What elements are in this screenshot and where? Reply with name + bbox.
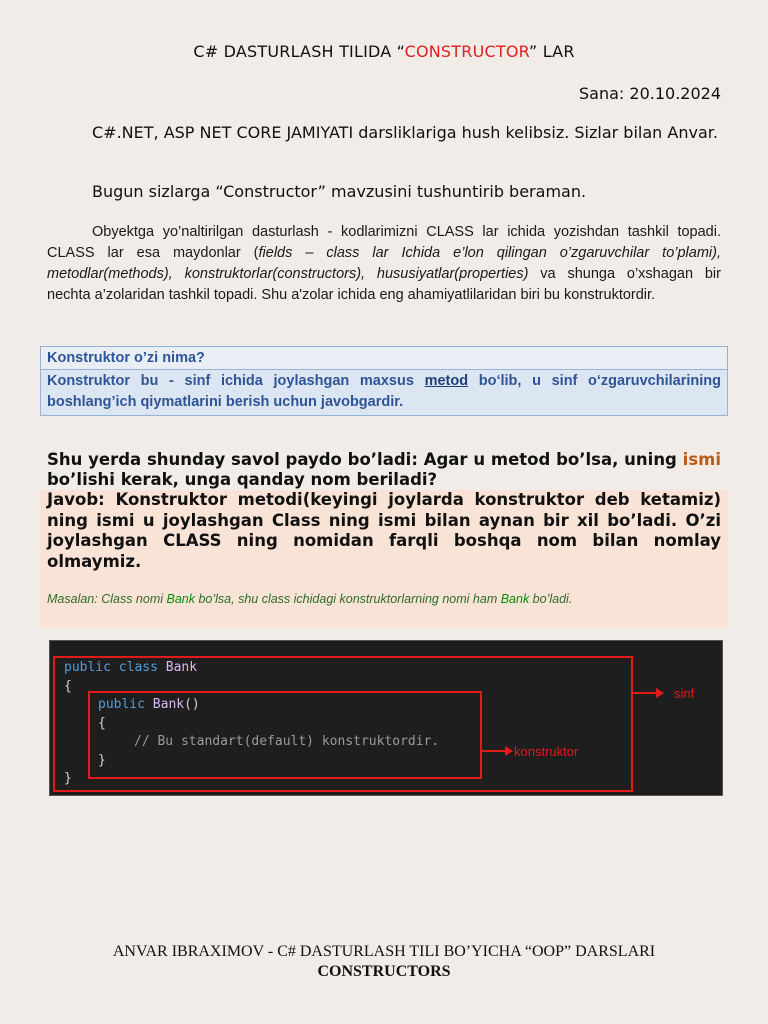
title-suffix: ” LAR [528,42,575,61]
code-class-name: Bank [165,660,198,675]
footer-title: CONSTRUCTORS [317,963,451,980]
oop-members-italic: fields – class lar Ichida e’lon qilingan o’zgaruvchilar to’plami), metodlar(methods), konstruktorlar(constructors), hususiyatlar(properties) [47,245,721,282]
code-ctor-name: Bank [152,697,185,712]
topic-paragraph: Bugun sizlarga “Constructor” mavzusini tushuntirib beraman. [92,182,587,201]
question-highlight: ismi [682,450,721,469]
code-keyword-class: class [118,660,158,675]
sinf-arrow-icon [630,687,670,699]
konstruktor-arrow-icon [479,745,519,757]
oop-text-3: va shunga o’xshagan bir nechta a’zolaridan tashkil topadi. Shu a'zolar ichida eng ahamiyatlilaridan biri bu konstruktordir. [47,266,721,303]
page-title [0,42,768,61]
konstruktor-label: konstruktor [514,744,579,759]
footer-line-2 [0,962,768,982]
code-ctor-public: public [98,697,145,712]
example-text-1: Masalan: Class nomi [47,592,167,606]
sinf-label: sinf [674,686,695,701]
code-close-brace-outer: } [64,771,72,786]
greeting-paragraph: C#.NET, ASP NET CORE JAMIYATI darsliklariga hush kelibsiz. Sizlar bilan Anvar. [92,123,718,142]
example-text-2: bo’lsa, shu class ichidagi konstruktorlarning nomi ham [195,592,501,606]
code-screenshot [49,640,723,796]
title-highlight: CONSTRUCTOR [404,42,529,61]
footer-line-1: ANVAR IBRAXIMOV - C# DASTURLASH TILI BO’YICHA “OOP” DARSLARI [112,943,656,960]
code-open-brace-outer: { [64,679,72,694]
code-comment: // Bu standart(default) konstruktordir. [134,734,440,749]
date-label: Sana: 20.10.2024 [579,84,721,103]
title-prefix: C# DASTURLASH TILIDA “ [193,42,405,61]
example-note [47,592,572,606]
definition-box [40,346,728,416]
example-bank-2: Bank [500,592,530,606]
example-bank-1: Bank [166,592,195,606]
page-footer [0,942,768,982]
code-ctor-parens: () [184,697,200,712]
metod-link[interactable]: metod [424,373,469,389]
oop-text-1: Obyektga yo’naltirilgan dasturlash - kodlarimizni CLASS lar ichida yozishdan tashkil topadi. CLASS lar esa maydonlar ( [47,224,721,261]
question-text-1: Shu yerda shunday savol paydo bo’ladi: Agar u metod bo’lsa, uning [47,450,683,469]
example-text-3: bo’ladi. [529,592,573,606]
question-paragraph [47,450,721,490]
answer-paragraph: Javob: Konstruktor metodi(keyingi joylarda konstruktor deb ketamiz) ning ismi u joylashgan Class ning ismi bilan aynan bir xil bo’ladi. O’zi joylashgan CLASS ning nomidan farqli boshqa nom bilan nomlay olmaymiz. [47,490,721,571]
constructor-highlight-frame [88,691,482,779]
answer-box [40,490,728,628]
code-keyword-public: public [64,660,111,675]
question-text-2: bo’lishi kerak, unga qanday nom beriladi? [47,470,438,489]
code-open-brace-inner: { [98,716,106,731]
definition-text-1: Konstruktor bu - sinf ichida joylashgan maxsus [47,373,425,389]
oop-paragraph [47,222,721,306]
definition-body [41,370,727,415]
definition-heading: Konstruktor o’zi nima? [41,347,727,370]
code-close-brace-inner: } [98,753,106,768]
definition-text-2: bo‘lib, u sinf o‘zgaruvchilarining boshlang’ich qiymatlarini berish uchun javobgardir. [47,373,721,410]
